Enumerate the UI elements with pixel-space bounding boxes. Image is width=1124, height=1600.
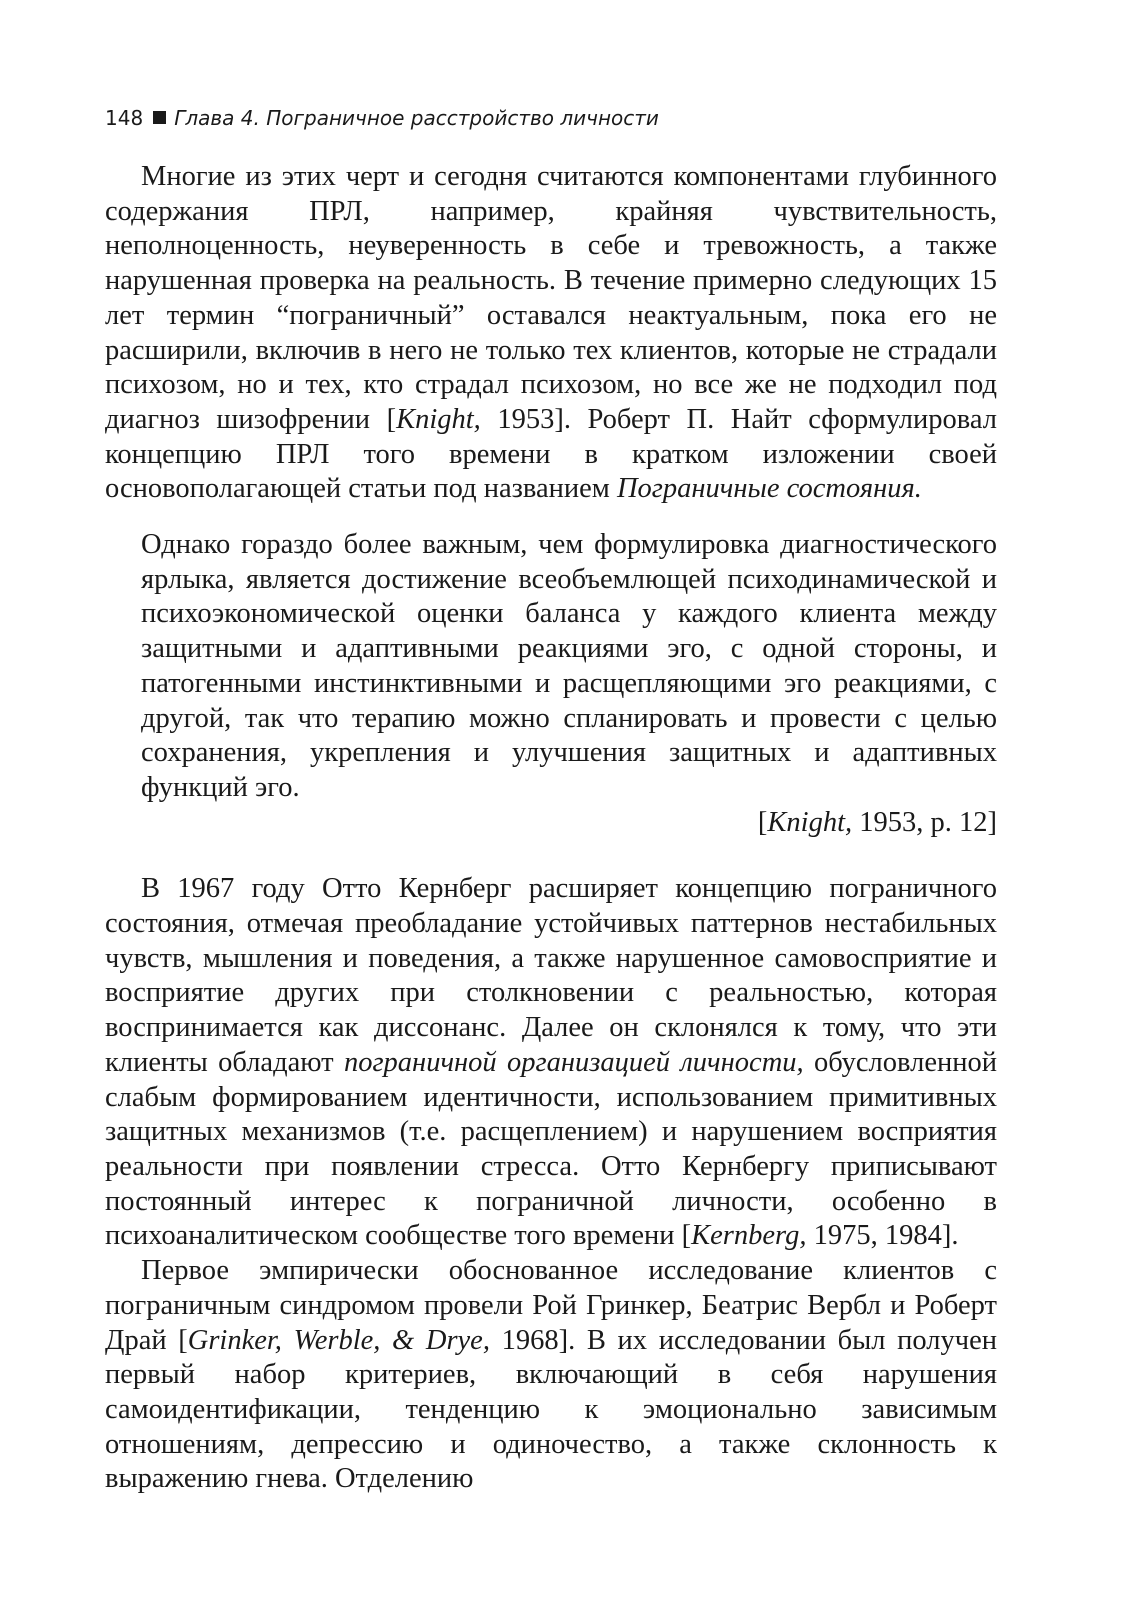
paragraph-grinker: [105, 1254, 997, 1497]
square-bullet-icon: [153, 111, 166, 124]
page-number: 148: [105, 106, 144, 130]
running-header: [105, 104, 659, 132]
paragraph-text: 1953]. Роберт П. Найт сформулировал концепцию ПРЛ того времени в кратком изложении своей основополагающей статьи под названием: [105, 403, 997, 505]
quote-text: Однако гораздо более важным, чем формулировка диагностического ярлыка, является достижение всеобъемлющей психодинамической и психоэкономической оценки баланса у каждого клиента между защитными и адаптивными реакциями эго, с одной стороны, и патогенными инстинктивными и расщепляющими эго реакциями, с другой, так что терапию можно спланировать и провести с целью сохранения, укрепления и улучшения защитных и адаптивных функций эго.: [141, 529, 997, 803]
quote-citation: [141, 806, 997, 841]
paragraph-text: Многие из этих черт и сегодня считаются компонентами глубинного содержания ПРЛ, например, крайняя чувствительность, неполноценность, неуверенность в себе и тревожность, а также нарушенная проверка на реальность. В течение примерно следующих 15 лет термин “пограничный” оставался неактуальным, пока его не расширили, включив в него не только тех клиентов, которые не страдали психозом, но и тех, кто страдал психозом, но все же не подходил под диагноз шизофрении [: [105, 161, 997, 435]
paragraph-text: В 1967 году Отто Кернберг расширяет концепцию пограничного состояния, отмечая преобладание устойчивых паттернов нестабильных чувств, мышления и поведения, а также нарушенное самовосприятие и восприятие других при столкновении с реальностью, которая воспринимается как диссонанс. Далее он склонялся к тому, что эти клиенты обладают: [105, 873, 997, 1078]
book-page: [105, 0, 997, 1600]
paragraph-text: Первое эмпирически обоснованное исследование клиентов с пограничным синдромом провели Рой Гринкер, Беатрис Вербл и Роберт Драй [: [105, 1255, 997, 1356]
citation-author: Knight,: [396, 403, 481, 435]
chapter-title: Глава 4. Пограничное расстройство личности: [174, 106, 659, 130]
block-quote: [141, 528, 997, 840]
citation-author: Kernberg,: [691, 1220, 807, 1252]
citation-author: Knight,: [767, 806, 853, 838]
citation-bracket: [: [757, 806, 768, 838]
paragraph-kernberg: [105, 872, 997, 1254]
article-title: Пограничные состояния.: [616, 473, 922, 505]
emphasized-term: пограничной организацией личности,: [343, 1046, 804, 1078]
paragraph-text: 1968]. В их исследовании был получен первый набор критериев, включающий в себя нарушения самоидентификации, тенденцию к эмоционально зависимым отношениям, депрессию и одиночество, а также склонность к выражению гнева. Отделению: [105, 1324, 997, 1495]
page-body: [105, 160, 997, 1497]
paragraph-text: обусловленной слабым формированием идентичности, использованием примитивных защитных механизмов (т.е. расщеплением) и нарушением восприятия реальности при появлении стресса. Отто Кернбергу приписывают постоянный интерес к пограничной личности, особенно в психоаналитическом сообществе того времени [: [105, 1046, 997, 1252]
citation-year-page: 1953, p. 12]: [852, 806, 997, 838]
citation-authors: Grinker, Werble, & Drye,: [187, 1324, 490, 1356]
paragraph-knight: [105, 160, 997, 507]
paragraph-text: 1975, 1984].: [806, 1220, 959, 1252]
